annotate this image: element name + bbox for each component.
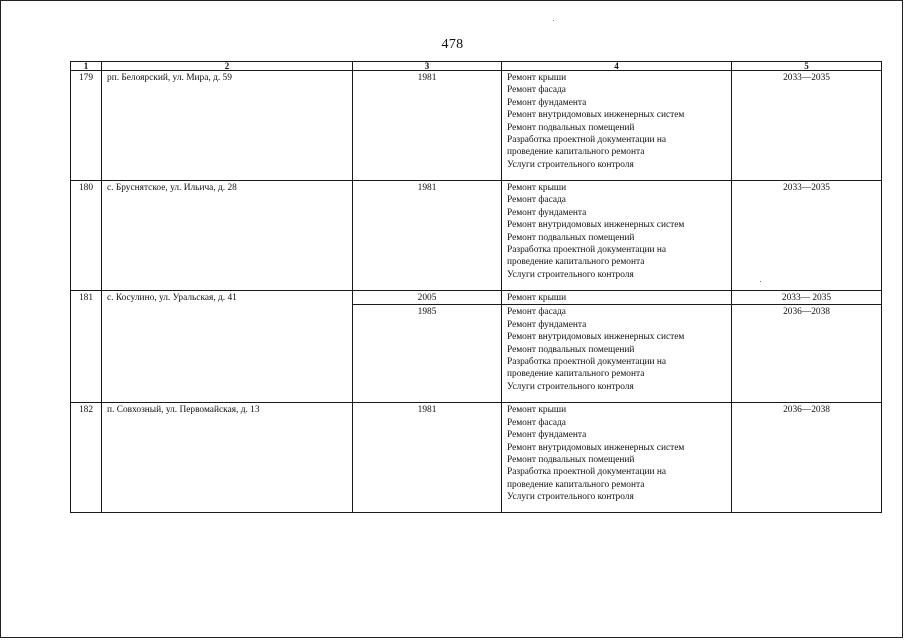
header-col-1: 1 [71, 62, 102, 71]
work-item: Ремонт фундамента [507, 319, 587, 330]
work-item: Ремонт фундамента [507, 430, 587, 441]
table-row [71, 403, 882, 513]
row-number: 182 [71, 403, 102, 513]
repair-schedule-table [70, 61, 882, 513]
work-item: проведение капитального ремонта [507, 479, 645, 490]
work-item: Ремонт крыши [507, 73, 567, 83]
work-item: Ремонт подвальных помещений [507, 232, 635, 243]
work-item: Ремонт внутридомовых инженерных систем [507, 332, 685, 343]
work-item: Ремонт внутридомовых инженерных систем [507, 220, 685, 231]
work-item: Услуги строительного контроля [507, 492, 634, 503]
work-item: Ремонт внутридомовых инженерных систем [507, 442, 685, 453]
work-item: Ремонт подвальных помещений [507, 122, 635, 133]
work-item: Ремонт внутридомовых инженерных систем [507, 110, 685, 121]
header-col-4: 4 [502, 62, 732, 71]
work-item: Ремонт фасада [507, 195, 566, 206]
work-item: Ремонт подвальных помещений [507, 455, 635, 466]
table-body [71, 71, 882, 513]
building-address: с. Бруснятское, ул. Ильича, д. 28 [102, 181, 353, 291]
table-row [71, 181, 882, 291]
work-item: проведение капитального ремонта [507, 147, 645, 158]
work-item: Ремонт крыши [507, 183, 567, 193]
building-address: с. Косулино, ул. Уральская, д. 41 [102, 291, 353, 403]
works-list [502, 305, 732, 403]
works-list [502, 71, 732, 181]
work-item: Ремонт фасада [507, 85, 566, 96]
works-list [502, 291, 732, 305]
building-address: п. Совхозный, ул. Первомайская, д. 13 [102, 403, 353, 513]
works-list [502, 403, 732, 513]
header-col-2: 2 [102, 62, 353, 71]
header-col-5: 5 [732, 62, 882, 71]
work-item: Ремонт подвальных помещений [507, 344, 635, 355]
year-value: 2005 [353, 291, 502, 305]
work-item: Ремонт крыши [507, 405, 567, 416]
work-item: Услуги строительного контроля [507, 269, 634, 280]
work-item: Ремонт фасада [507, 417, 566, 428]
planned-period: 2036—2038 [732, 305, 882, 403]
work-item: Ремонт фасада [507, 307, 566, 318]
work-item: Разработка проектной документации на [507, 357, 667, 368]
planned-period: 2033—2035 [732, 181, 882, 291]
planned-period: 2033— 2035 [732, 291, 882, 305]
works-list [502, 181, 732, 291]
row-number: 180 [71, 181, 102, 291]
work-item: Разработка проектной документации на [507, 245, 667, 256]
work-item: Услуги строительного контроля [507, 159, 634, 170]
work-item: Услуги строительного контроля [507, 381, 634, 392]
building-address: рп. Белоярский, ул. Мира, д. 59 [102, 71, 353, 181]
table-row [71, 71, 882, 181]
work-item: проведение капитального ремонта [507, 369, 645, 380]
year-value: 1985 [353, 305, 502, 403]
header-row [71, 62, 882, 71]
work-item: Разработка проектной документации на [507, 467, 667, 478]
planned-period: 2036—2038 [732, 403, 882, 513]
year-value: 1981 [353, 71, 502, 181]
work-item: Ремонт фундамента [507, 207, 587, 218]
page-number: 478 [441, 37, 464, 52]
year-value: 1981 [353, 181, 502, 291]
work-item: Разработка проектной документации на [507, 135, 667, 146]
scan-speck [553, 20, 554, 21]
header-col-3: 3 [353, 62, 502, 71]
row-number: 179 [71, 71, 102, 181]
work-item: проведение капитального ремонта [507, 257, 645, 268]
planned-period: 2033—2035 [732, 71, 882, 181]
work-item: Ремонт фундамента [507, 97, 587, 108]
work-item: Ремонт крыши [507, 293, 567, 303]
row-number: 181 [71, 291, 102, 403]
table-row [71, 291, 882, 305]
year-value: 1981 [353, 403, 502, 513]
